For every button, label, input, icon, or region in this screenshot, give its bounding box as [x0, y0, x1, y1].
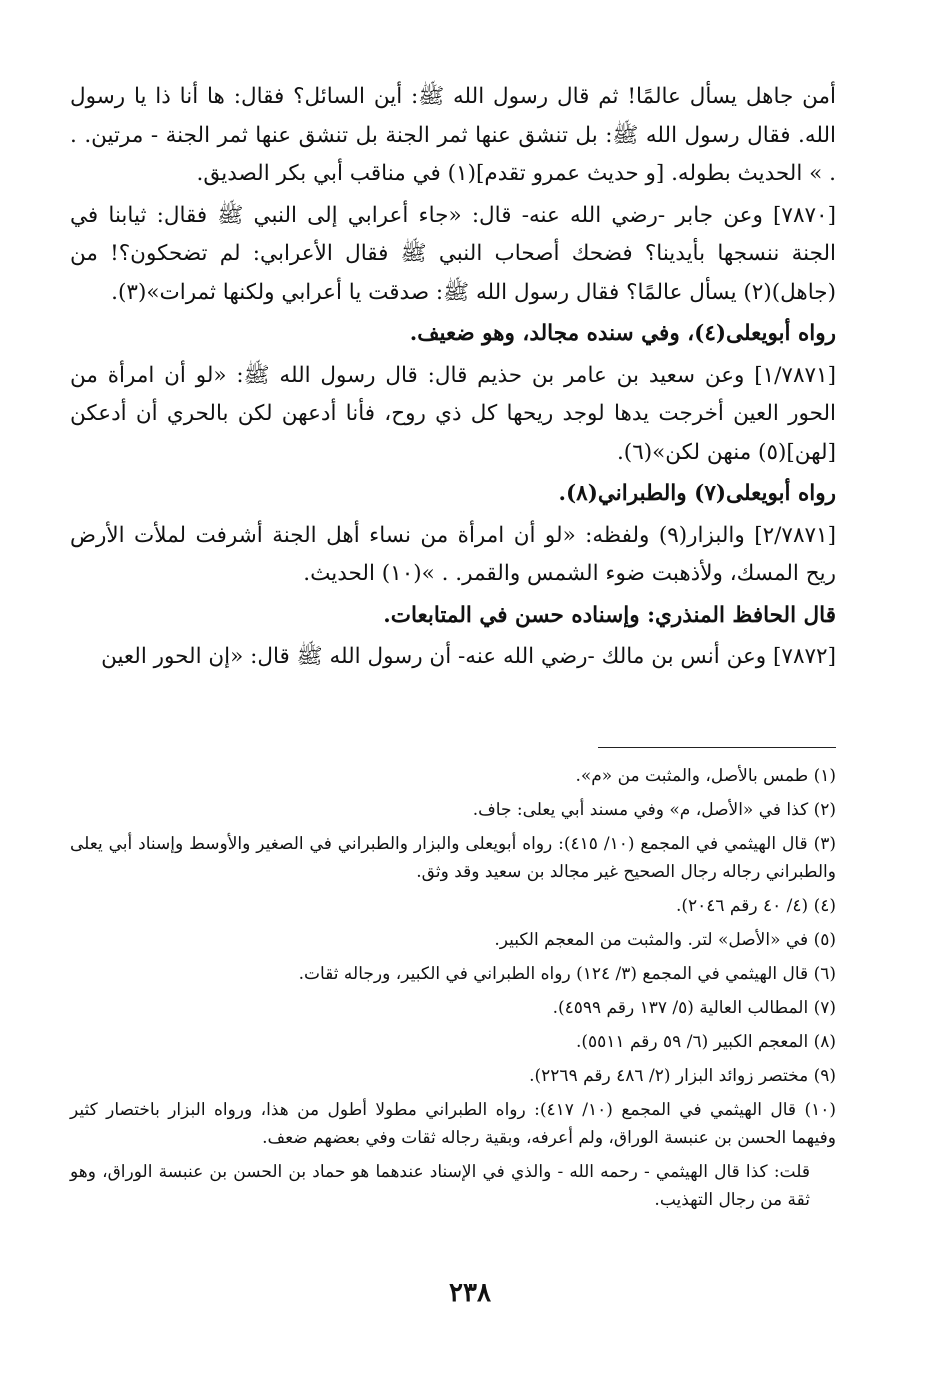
footnote-1: (١) طمس بالأصل، والمثبت من «م».: [575, 766, 836, 786]
page-number: ٢٣٨: [449, 1278, 491, 1308]
footnote-10: (١٠) قال الهيثمي في المجمع (١٠/ ٤١٧): رواه الطبراني مطولا أطول من هذا، ورواه البزار باختصار كثير وفيهما الحسن بن عنبسة الوراق، ولم أعرفه، وبقية رجاله ثقات وفي بعضهم ضعف.: [70, 1100, 836, 1148]
footnote-8: (٨) المعجم الكبير (٦/ ٥٩ رقم ٥٥١١).: [575, 1032, 836, 1052]
footnote-7: (٧) المطالب العالية (٥/ ١٣٧ رقم ٤٥٩٩).: [552, 998, 836, 1018]
narration-note-abu-yala: رواه أبويعلى(٤)، وفي سنده مجالد، وهو ضعيف.: [409, 321, 836, 346]
footnotes: [70, 762, 836, 1220]
footnote-3: (٣) قال الهيثمي في المجمع (١٠/ ٤١٥): رواه أبويعلى والبزار والطبراني في الصغير والأوسط وإسناد أبي يعلى والطبراني رجاله رجال الصحيح غير مجالد بن سعيد وقد وثق.: [70, 834, 836, 882]
footnote-4: (٤) (٤/ ٤٠ رقم ٢٠٤٦).: [675, 896, 836, 916]
footnote-9: (٩) مختصر زوائد البزار (٢/ ٤٨٦ رقم ٢٢٦٩).: [529, 1066, 836, 1086]
footnote-5: (٥) في «الأصل» لتر. والمثبت من المعجم الكبير.: [494, 930, 836, 950]
paragraph-hadith-7872: [٧٨٧٢] وعن أنس بن مالك -رضي الله عنه- أن رسول الله ﷺ قال: «إن الحور العين: [101, 644, 836, 669]
narration-note-abu-yala-tabarani: رواه أبويعلى(٧) والطبراني(٨).: [558, 481, 836, 506]
main-text: [70, 78, 836, 680]
paragraph-hadith-7871-2: [٢/٧٨٧١] والبزار(٩) ولفظه: «لو أن امرأة من نساء أهل الجنة أشرفت لملأت الأرض ريح المسك، ولأذهبت ضوء الشمس والقمر. . »(١٠) الحديث.: [70, 522, 836, 586]
footnote-2: (٢) كذا في «الأصل، م» وفي مسند أبي يعلى: جاف.: [472, 800, 836, 820]
footnote-divider: [598, 747, 836, 748]
paragraph-hadith-7871-1: [١/٧٨٧١] وعن سعيد بن عامر بن حذيم قال: قال رسول الله ﷺ: «لو أن امرأة من الحور العين أخرجت يدها لوجد ريحها كل ذي روح، فأنا أدعهن لكن بالحري أن أدعكن [لهن](٥) منهن لكن»(٦).: [70, 362, 836, 465]
footnote-6: (٦) قال الهيثمي في المجمع (٣/ ١٢٤) رواه الطبراني في الكبير، ورجاله ثقات.: [298, 964, 836, 984]
footnote-remark: قلت: كذا قال الهيثمي - رحمه الله - والذي في الإسناد عندهما هو حماد بن الحسن بن عنبسة الوراق، وهو ثقة من رجال التهذيب.: [70, 1162, 810, 1210]
paragraph-hadith-7870: [٧٨٧٠] وعن جابر -رضي الله عنه- قال: «جاء أعرابي إلى النبي ﷺ فقال: ثيابنا في الجنة ننسجها بأيدينا؟ فضحك أصحاب النبي ﷺ فقال الأعرابي: لم تضحكون؟! من (جاهل)(٢) يسأل عالمًا؟ فقال رسول الله ﷺ: صدقت يا أعرابي ولكنها ثمرات»(٣).: [70, 202, 836, 305]
paragraph-continuation: أمن جاهل يسأل عالمًا! ثم قال رسول الله ﷺ: أين السائل؟ فقال: ها أنا ذا يا رسول الله. فقال رسول الله ﷺ: بل تنشق عنها ثمر الجنة بل تنشق عنها ثمر الجنة - مرتين. . . » الحديث بطوله. [و حديث عمرو تقدم](١) في مناقب أبي بكر الصديق.: [70, 84, 836, 186]
narration-note-mundhiri: قال الحافظ المنذري: وإسناده حسن في المتابعات.: [383, 602, 836, 628]
